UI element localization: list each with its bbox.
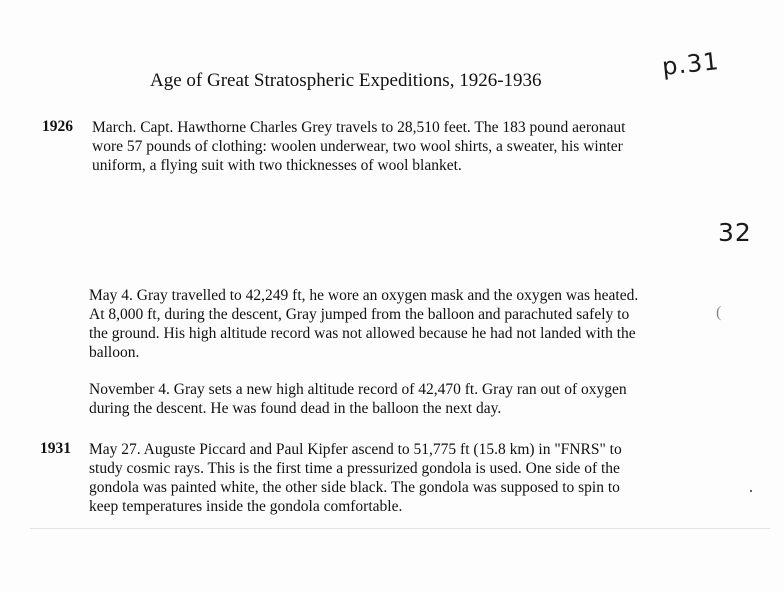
entry-year: 1931	[40, 440, 71, 457]
paragraph-line: uniform, a flying suit with two thicknesses of wool blanket.	[92, 157, 462, 174]
paragraph-line: March. Capt. Hawthorne Charles Grey travels to 28,510 feet. The 183 pound aeronaut	[92, 119, 626, 136]
paragraph-line: gondola was painted white, the other side black. The gondola was supposed to spin to	[89, 479, 620, 496]
scan-dot	[750, 490, 752, 492]
paragraph-line: during the descent. He was found dead in the balloon the next day.	[89, 400, 502, 417]
paragraph-line: study cosmic rays. This is the first time a pressurized gondola is used. One side of the	[89, 460, 620, 477]
entry-paragraph	[89, 380, 627, 418]
scan-mark: (	[716, 304, 722, 321]
entry-paragraph	[89, 286, 638, 362]
paragraph-line: May 27. Auguste Piccard and Paul Kipfer ascend to 51,775 ft (15.8 km) in "FNRS" to	[89, 441, 622, 458]
paragraph-line: balloon.	[89, 344, 140, 361]
paragraph-line: wore 57 pounds of clothing: woolen underwear, two wool shirts, a sweater, his winter	[92, 138, 623, 155]
entry-year: 1926	[42, 118, 73, 135]
paragraph-line: November 4. Gray sets a new high altitude record of 42,470 ft. Gray ran out of oxygen	[89, 381, 627, 398]
paragraph-line: May 4. Gray travelled to 42,249 ft, he wore an oxygen mask and the oxygen was heated.	[89, 287, 639, 304]
paragraph-line: the ground. His high altitude record was not allowed because he had not landed with the	[89, 325, 636, 342]
entry-paragraph	[89, 440, 622, 516]
entry-paragraph	[92, 118, 625, 175]
handwritten-page-number: p.31	[660, 47, 721, 81]
faint-rule	[30, 528, 770, 529]
page-title: Age of Great Stratospheric Expeditions, 1926-1936	[150, 70, 542, 91]
paragraph-line: At 8,000 ft, during the descent, Gray jumped from the balloon and parachuted safely to	[89, 306, 630, 323]
handwritten-page-number-2: 32	[718, 218, 752, 247]
paragraph-line: keep temperatures inside the gondola comfortable.	[89, 498, 403, 515]
